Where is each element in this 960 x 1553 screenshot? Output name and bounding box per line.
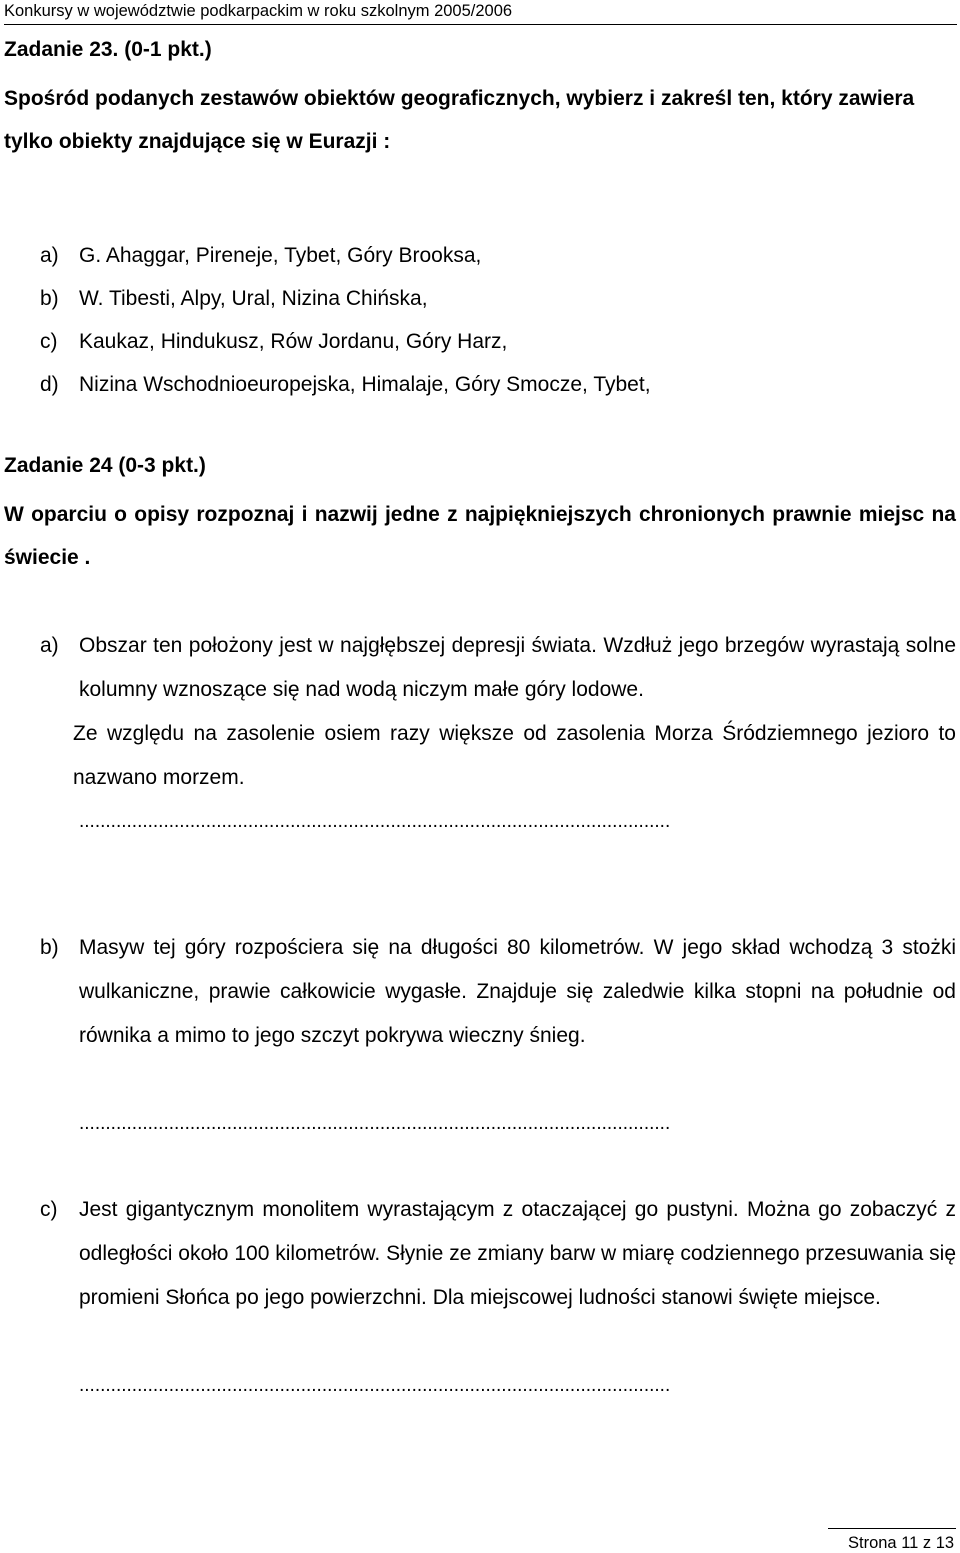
answer-line-c[interactable]: ................................................................................................................ — [79, 1376, 671, 1396]
header-title: Konkursy w województwie podkarpackim w roku szkolnym 2005/2006 — [4, 2, 513, 20]
option-text: Kaukaz, Hindukusz, Rów Jordanu, Góry Harz, — [79, 330, 508, 353]
item-label: c) — [40, 1198, 58, 1221]
item-label: b) — [40, 936, 59, 959]
task-24-question: W oparciu o opisy rozpoznaj i nazwij jedne z najpiękniejszych chronionych prawnie miejsc na świecie . — [4, 503, 956, 569]
item-text: Obszar ten położony jest w najgłębszej depresji świata. Wzdłuż jego brzegów wyrastają solne kolumny wznoszące się nad wodą niczym małe góry lodowe. — [79, 634, 956, 701]
option-label: a) — [40, 244, 59, 267]
page-number: Strona 11 z 13 — [848, 1534, 955, 1552]
option-text: Nizina Wschodnioeuropejska, Himalaje, Góry Smocze, Tybet, — [79, 373, 651, 396]
footer-divider — [828, 1528, 956, 1529]
item-text-continued: Ze względu na zasolenie osiem razy większe od zasolenia Morza Śródziemnego jezioro to nazwano morzem. — [73, 722, 956, 789]
option-label: b) — [40, 287, 59, 310]
task-23-title: Zadanie 23. (0-1 pkt.) — [4, 38, 212, 61]
option-label: d) — [40, 373, 59, 396]
item-text: Jest gigantycznym monolitem wyrastającym z otaczającej go pustyni. Można go zobaczyć z odległości około 100 kilometrów. Słynie ze zmiany barw w miarę codziennego przesuwania się promieni Słońca po jego powierzchni. Dla miejscowej ludności stanowi święte miejsce. — [79, 1198, 956, 1309]
page-header — [4, 0, 957, 25]
item-text: Masyw tej góry rozpościera się na długości 80 kilometrów. W jego skład wchodzą 3 stożki wulkaniczne, prawie całkowicie wygasłe. Znajduje się zaledwie kilka stopni na południe od równika a mimo to jego szczyt pokrywa wieczny śnieg. — [79, 936, 956, 1047]
task-24-title: Zadanie 24 (0-3 pkt.) — [4, 454, 206, 477]
option-text: W. Tibesti, Alpy, Ural, Nizina Chińska, — [79, 287, 428, 310]
option-text: G. Ahaggar, Pireneje, Tybet, Góry Brooksa, — [79, 244, 482, 267]
item-label: a) — [40, 634, 59, 657]
option-label: c) — [40, 330, 58, 353]
task-23-question: Spośród podanych zestawów obiektów geograficznych, wybierz i zakreśl ten, który zawiera tylko obiekty znajdujące się w Eurazji : — [4, 87, 915, 153]
answer-line-b[interactable]: ................................................................................................................ — [79, 1114, 671, 1134]
answer-line-a[interactable]: ................................................................................................................ — [79, 812, 671, 832]
